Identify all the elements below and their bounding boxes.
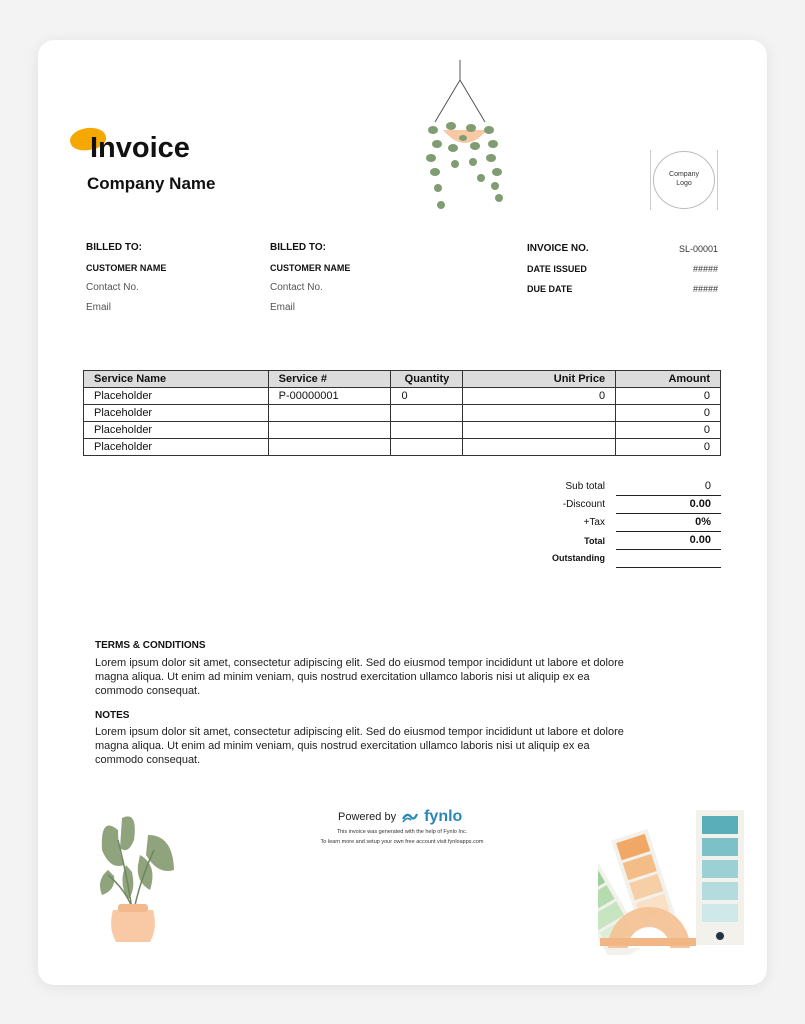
billed-to-label: BILLED TO:	[86, 242, 142, 253]
table-cell: 0	[463, 388, 616, 405]
table-cell	[391, 422, 463, 439]
table-cell: Placeholder	[84, 422, 269, 439]
invoice-title: Invoice	[90, 132, 190, 164]
table-row	[84, 439, 721, 456]
subtotal-value: 0	[704, 480, 711, 492]
table-cell	[268, 422, 391, 439]
column-header: Amount	[616, 371, 721, 388]
email: Email	[86, 302, 112, 313]
discount-label: -Discount	[562, 499, 605, 510]
terms-heading: TERMS & CONDITIONS	[95, 640, 206, 651]
subtotal-label: Sub total	[565, 481, 605, 492]
footer-line-2: To learn more and setup your own free account visit fynloapps.com	[320, 839, 484, 845]
hanging-plant-illustration	[423, 60, 513, 215]
table-cell	[268, 405, 391, 422]
table-row	[84, 422, 721, 439]
table-row	[84, 405, 721, 422]
table-header-row	[84, 371, 721, 388]
table-cell: 0	[391, 388, 463, 405]
table-cell: 0	[616, 422, 721, 439]
discount-value: 0.00	[689, 498, 711, 510]
fynlo-brand: fynlo	[424, 808, 463, 825]
powered-by: Powered by fynlo	[338, 808, 463, 825]
tax-value: 0%	[695, 516, 711, 528]
notes-text: Lorem ipsum dolor sit amet, consectetur adipiscing elit. Sed do eiusmod tempor incididunt ut labore et dolore magna aliqua. Ut enim ad minim veniam, quis nostrud exercitation ullamco laboris nisi ut aliquip ex ea commodo consequat.	[95, 726, 624, 766]
table-cell	[391, 405, 463, 422]
table-cell	[391, 439, 463, 456]
invoice-no-value: SL-00001	[678, 244, 718, 254]
due-date-value: #####	[692, 284, 718, 294]
table-cell: 0	[616, 388, 721, 405]
total-value: 0.00	[689, 534, 711, 546]
contact-no: Contact No.	[86, 282, 139, 293]
table-cell: P-00000001	[268, 388, 391, 405]
terms-text: Lorem ipsum dolor sit amet, consectetur adipiscing elit. Sed do eiusmod tempor incididunt ut labore et dolore magna aliqua. Ut enim ad minim veniam, quis nostrud exercitation ullamco laboris nisi ut aliquip ex ea commodo consequat.	[95, 657, 624, 697]
footer-line-1: This invoice was generated with the help of Fynlo Inc.	[336, 829, 468, 835]
table-cell: 0	[616, 405, 721, 422]
column-header: Unit Price	[463, 371, 616, 388]
table-cell	[268, 439, 391, 456]
items-table	[83, 370, 721, 456]
color-swatches-illustration	[598, 810, 748, 955]
total-label: Total	[584, 536, 605, 546]
table-cell	[463, 405, 616, 422]
table-cell	[463, 439, 616, 456]
divider	[616, 495, 721, 496]
contact-no: Contact No.	[270, 282, 323, 293]
column-header: Service Name	[84, 371, 269, 388]
column-header: Quantity	[391, 371, 463, 388]
invoice-page	[38, 40, 767, 985]
due-date-label: DUE DATE	[527, 284, 573, 294]
outstanding-label: Outstanding	[552, 553, 605, 563]
divider	[616, 567, 721, 568]
tax-label: +Tax	[583, 517, 605, 528]
company-logo-placeholder: Company Logo	[650, 150, 718, 210]
table-cell	[463, 422, 616, 439]
customer-name: CUSTOMER NAME	[86, 263, 167, 273]
divider	[616, 531, 721, 532]
notes-heading: NOTES	[95, 710, 130, 721]
table-row	[84, 388, 721, 405]
billed-to-label: BILLED TO:	[270, 242, 326, 253]
fynlo-logo-icon	[402, 811, 418, 823]
divider	[616, 549, 721, 550]
company-name: Company Name	[87, 174, 216, 193]
table-cell: Placeholder	[84, 405, 269, 422]
potted-plant-illustration	[88, 810, 183, 950]
date-issued-label: DATE ISSUED	[527, 264, 587, 274]
column-header: Service #	[268, 371, 391, 388]
customer-name: CUSTOMER NAME	[270, 263, 351, 273]
date-issued-value: #####	[692, 264, 718, 274]
table-cell: Placeholder	[84, 388, 269, 405]
invoice-no-label: INVOICE NO.	[527, 243, 589, 254]
email: Email	[270, 302, 296, 313]
table-cell: Placeholder	[84, 439, 269, 456]
table-cell: 0	[616, 439, 721, 456]
divider	[616, 513, 721, 514]
